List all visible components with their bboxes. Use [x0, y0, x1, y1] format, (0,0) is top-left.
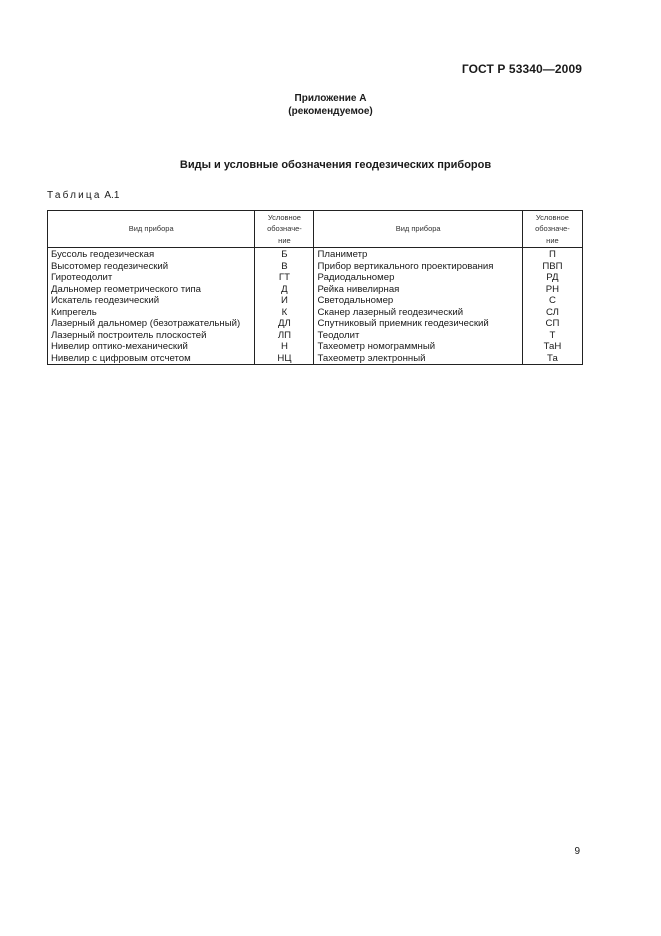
- page-number: 9: [574, 846, 580, 857]
- instrument-code: ДЛ: [255, 318, 314, 330]
- instrument-code: Д: [255, 284, 314, 296]
- instrument-code: Т: [522, 330, 582, 342]
- header-designation-line2: обозначе-: [535, 224, 570, 234]
- instrument-code: ТаН: [522, 341, 582, 353]
- instrument-name: Искатель геодезический: [48, 295, 255, 307]
- header-designation-line3: ние: [546, 235, 559, 245]
- table-caption: [47, 190, 119, 201]
- table-row: [48, 330, 583, 342]
- header-designation-line2: обозначе-: [267, 224, 302, 234]
- section-title: Виды и условные обозначения геодезических приборов: [179, 159, 492, 171]
- document-code: ГОСТ Р 53340—2009: [461, 62, 582, 76]
- header-designation-right: [522, 211, 582, 248]
- instrument-name: Кипрегель: [48, 307, 255, 319]
- instrument-code: СП: [522, 318, 582, 330]
- table-row: [48, 295, 583, 307]
- appendix-heading: [0, 92, 661, 118]
- table-row: [48, 353, 583, 365]
- table-caption-word: Таблица: [47, 190, 102, 201]
- table-row: [48, 261, 583, 273]
- header-instrument-type-right: Вид прибора: [314, 211, 522, 248]
- instrument-code: ГТ: [255, 272, 314, 284]
- header-instrument-type-left: Вид прибора: [48, 211, 255, 248]
- instrument-code: Та: [522, 353, 582, 365]
- table-row: [48, 318, 583, 330]
- instrument-name: Радиодальномер: [314, 272, 522, 284]
- instruments-table: [47, 210, 583, 365]
- table-row: [48, 272, 583, 284]
- instrument-code: С: [522, 295, 582, 307]
- instrument-code: СЛ: [522, 307, 582, 319]
- instrument-name: Тахеометр номограммный: [314, 341, 522, 353]
- instrument-name: Прибор вертикального проектирования: [314, 261, 522, 273]
- instrument-code: ПВП: [522, 261, 582, 273]
- instrument-name: Нивелир с цифровым отсчетом: [48, 353, 255, 365]
- header-designation-line3: ние: [278, 235, 291, 245]
- instrument-name: Дальномер геометрического типа: [48, 284, 255, 296]
- instrument-name: Сканер лазерный геодезический: [314, 307, 522, 319]
- header-designation-line1: Условное: [267, 212, 301, 222]
- table-row: [48, 284, 583, 296]
- instrument-name: Гиротеодолит: [48, 272, 255, 284]
- instrument-code: И: [255, 295, 314, 307]
- instrument-name: Теодолит: [314, 330, 522, 342]
- instrument-code: К: [255, 307, 314, 319]
- instrument-name: Высотомер геодезический: [48, 261, 255, 273]
- instrument-code: ЛП: [255, 330, 314, 342]
- appendix-title: Приложение А: [294, 93, 367, 104]
- instrument-code: РН: [522, 284, 582, 296]
- instrument-name: Буссоль геодезическая: [48, 248, 255, 261]
- instrument-name: Лазерный построитель плоскостей: [48, 330, 255, 342]
- table-header-row: [48, 211, 583, 248]
- instrument-code: РД: [522, 272, 582, 284]
- instrument-name: Спутниковый приемник геодезический: [314, 318, 522, 330]
- instrument-name: Светодальномер: [314, 295, 522, 307]
- instrument-name: Нивелир оптико-механический: [48, 341, 255, 353]
- instrument-name: Рейка нивелирная: [314, 284, 522, 296]
- table-caption-number: А.1: [104, 190, 120, 201]
- table-row: [48, 248, 583, 261]
- instrument-code: В: [255, 261, 314, 273]
- appendix-status: (рекомендуемое): [288, 106, 373, 117]
- instrument-code: Б: [255, 248, 314, 261]
- table-row: [48, 341, 583, 353]
- header-designation-line1: Условное: [535, 212, 569, 222]
- table-row: [48, 307, 583, 319]
- instrument-code: П: [522, 248, 582, 261]
- header-designation-left: [255, 211, 314, 248]
- instrument-code: Н: [255, 341, 314, 353]
- instrument-code: НЦ: [255, 353, 314, 365]
- instrument-name: Тахеометр электронный: [314, 353, 522, 365]
- instrument-name: Лазерный дальномер (безотражательный): [48, 318, 255, 330]
- instrument-name: Планиметр: [314, 248, 522, 261]
